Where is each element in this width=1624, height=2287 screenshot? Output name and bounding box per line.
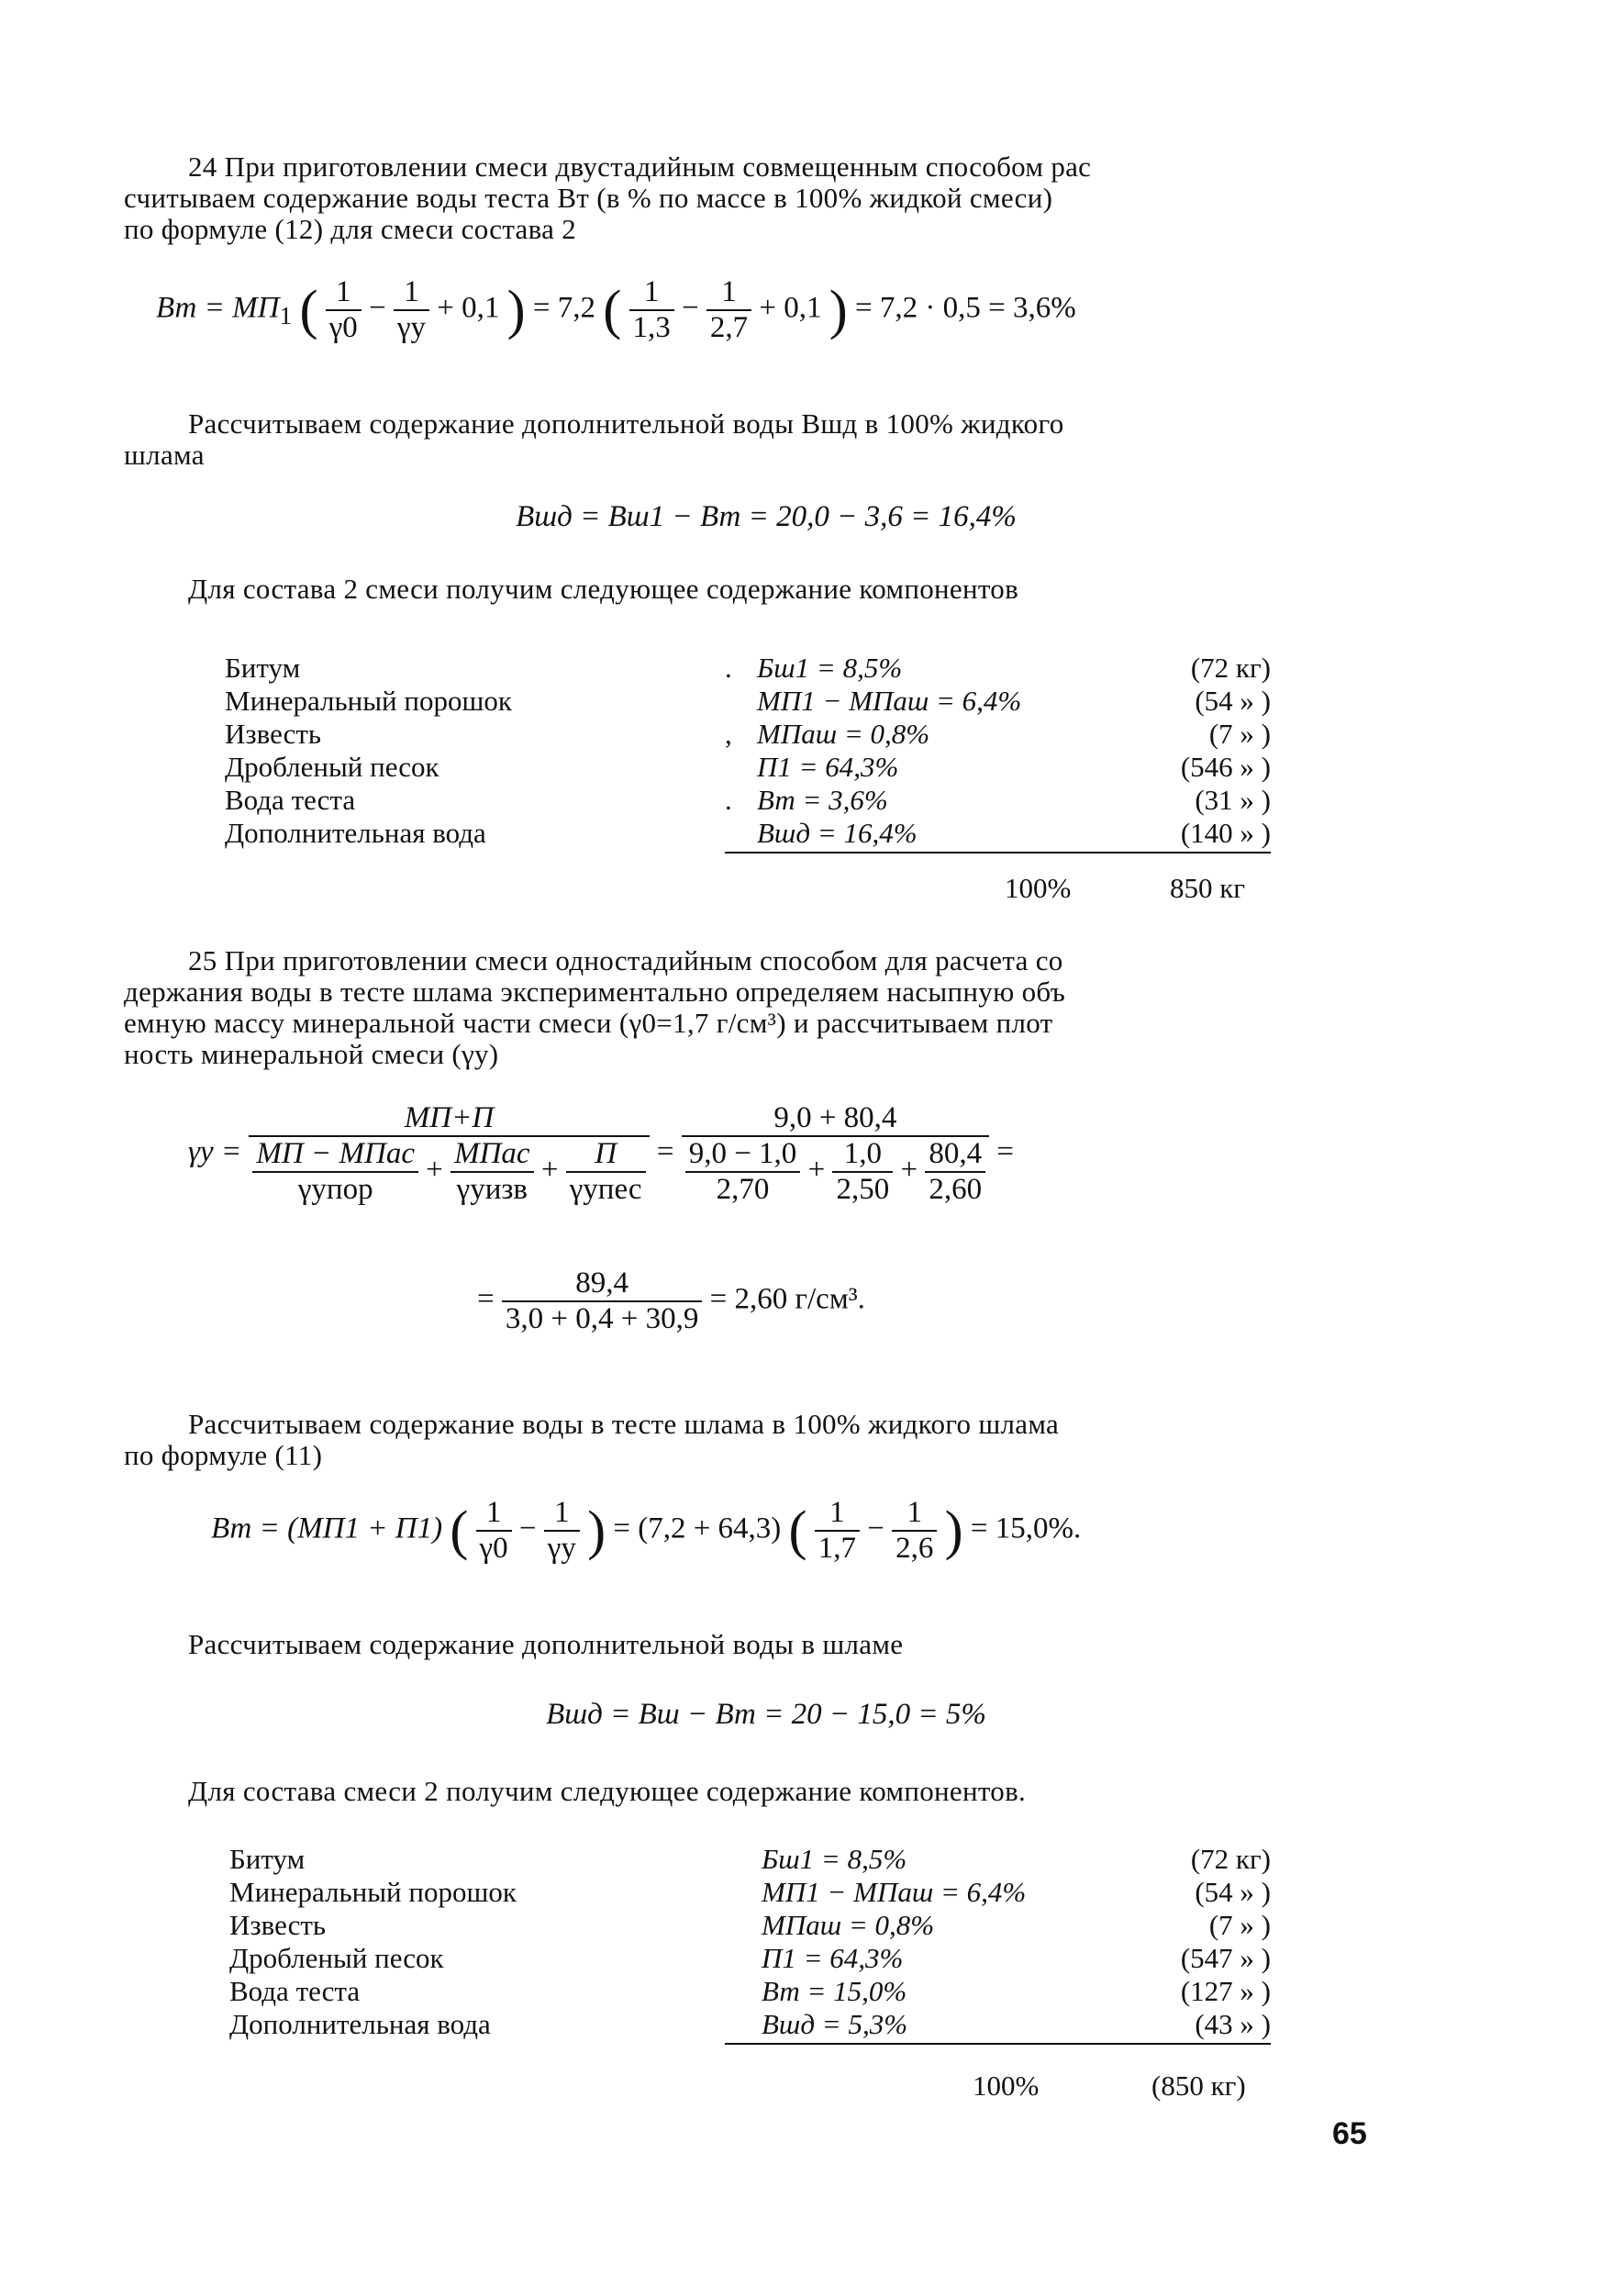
table-row: Дробленый песок П1 = 64,3% (547 » ): [229, 1942, 1271, 1974]
paragraph-25-line-1: 25 При приготовлении смеси одностадийным способом для расчета со: [188, 944, 1063, 976]
formula-1-result: = 7,2 · 0,5 = 3,6%: [854, 291, 1076, 325]
paragraph-water-line-2: по формуле (11): [124, 1439, 323, 1471]
fraction-1-over-1-3: $\frac{1}{1,3}$: [629, 275, 674, 345]
formula-1-lhs: Вт = МП: [156, 291, 280, 325]
formula-density-result: = $\frac{89,4}{3,0 + 0,4 + 30,9}$ = 2,60 г/см³.: [477, 1266, 865, 1335]
fraction-1-over-gy: $\frac{1}{\gamma у}$: [394, 275, 429, 345]
paragraph-vshd-line-2: шлама: [124, 439, 205, 471]
fraction-1-over-g0: $\frac{1}{\gamma 0}$: [326, 275, 362, 345]
table-row: Дополнительная вода Вшд = 16,4% (140 » ): [225, 817, 1271, 849]
paragraph-24: [124, 151, 1372, 245]
page-number: 65: [1332, 2116, 1367, 2151]
table-row: Битум . Бш1 = 8,5% (72 кг): [225, 652, 1271, 684]
table-row: Вода теста Вт = 15,0% (127 » ): [229, 1975, 1271, 2007]
components-table-2: [229, 1843, 1271, 2041]
paragraph-vshd-line-1: Рассчитываем содержание дополнительной воды Вшд в 100% жидкого: [188, 407, 1064, 440]
paragraph-25: [124, 945, 1372, 1070]
table-row: Битум Бш1 = 8,5% (72 кг): [229, 1843, 1271, 1875]
paragraph-24-line-1: 24 При приготовлении смеси двустадийным совмещенным способом рас: [188, 151, 1092, 183]
table-2-total-quantity: (850 кг): [1151, 2069, 1246, 2102]
paragraph-25-line-3: емную массу минеральной части смеси (γ0=1,7 г/см³) и рассчитываем плот: [124, 1007, 1053, 1039]
components-table-1: [225, 652, 1271, 850]
formula-vshd: Вшд = Вш1 − Вт = 20,0 − 3,6 = 16,4%: [516, 500, 1017, 533]
fraction-density-symbolic: МП+П $\frac{\text{МП − МПас}}{\text{γупор}}$ + $\frac{\text{МПас}}{\text{γуизв}}$ + $\frac{П}{\text{γупес}}$: [249, 1101, 649, 1207]
table-row: Дробленый песок П1 = 64,3% (546 » ): [225, 751, 1271, 783]
paragraph-water-in-dough: [124, 1409, 1372, 1471]
table-1-total-percent: 100%: [1005, 872, 1072, 904]
paragraph-25-line-4: ность минеральной смеси (γу): [124, 1038, 499, 1070]
paragraph-24-line-2: считываем содержание воды теста Вт (в % по массе в 100% жидкой смеси): [124, 182, 1053, 214]
paragraph-24-line-3: по формуле (12) для смеси состава 2: [124, 213, 577, 245]
paragraph-vshd: [124, 408, 1372, 471]
table-1-total-quantity: 850 кг: [1170, 872, 1246, 904]
table-1-total-rule: [725, 852, 1271, 853]
table-row: Дополнительная вода Вшд = 5,3% (43 » ): [229, 2008, 1271, 2040]
paragraph-composition-1: Для состава 2 смеси получим следующее содержание компонентов: [188, 573, 1019, 605]
fraction-1-over-2-7: $\frac{1}{2,7}$: [706, 275, 751, 345]
paragraph-slurry: Рассчитываем содержание дополнительной воды в шламе: [188, 1628, 904, 1660]
table-row: Минеральный порошок МП1 − МПаш = 6,4% (54 » ): [225, 685, 1271, 717]
formula-density: γу = МП+П $\frac{\text{МП − МПас}}{\text{γупор}}$ + $\frac{\text{МПас}}{\text{γуизв}}$ + $\frac{П}{\text{γупес}}$ = 9,0 + 80,4 $\frac{9,0 - 1,0}{2,70}$ + $\frac{1,0}{2,50}$ + $\frac{80,4}{2,60}$ =: [188, 1101, 1014, 1206]
formula-1-eq72: = 7,2: [532, 291, 596, 325]
paragraph-water-line-1: Рассчитываем содержание воды в тесте шлама в 100% жидкого шлама: [188, 1408, 1060, 1440]
table-2-total-rule: [725, 2043, 1271, 2045]
fraction-density-numeric: 9,0 + 80,4 $\frac{9,0 - 1,0}{2,70}$ + $\frac{1,0}{2,50}$ + $\frac{80,4}{2,60}$: [682, 1101, 989, 1207]
paragraph-composition-2: Для состава смеси 2 получим следующее содержание компонентов.: [188, 1775, 1027, 1807]
table-row: Известь , МПаш = 0,8% (7 » ): [225, 718, 1271, 750]
table-2-total-percent: 100%: [973, 2069, 1040, 2102]
formula-1-plus: + 0,1: [437, 291, 500, 325]
formula-vt-two-stage: Вт = $МП_1$ ( $\frac{1}{\gamma 0}$ − $\frac{1}{\gamma у}$ + 0,1 ) = 7,2 ( $\frac{1}{1,3}$ − $\frac{1}{2,7}$ + 0,1 ) = 7,2 · 0,5 = 3,6%: [156, 275, 1076, 344]
formula-vshd-2: Вшд = Вш − Вт = 20 − 15,0 = 5%: [546, 1698, 986, 1731]
table-row: Вода теста . Вт = 3,6% (31 » ): [225, 784, 1271, 816]
formula-1-tail: + 0,1: [759, 291, 822, 325]
formula-vt-one-stage: Вт = (МП1 + П1) ( $\frac{1}{\gamma 0}$ − $\frac{1}{\gamma у}$ ) = (7,2 + 64,3) ( $\frac{1}{1,7}$ − $\frac{1}{2,6}$ ) = 15,0%.: [211, 1496, 1082, 1565]
table-row: Известь МПаш = 0,8% (7 » ): [229, 1909, 1271, 1941]
table-row: Минеральный порошок МП1 − МПаш = 6,4% (54 » ): [229, 1876, 1271, 1908]
paragraph-25-line-2: держания воды в тесте шлама экспериментально определяем насыпную объ: [124, 976, 1066, 1008]
